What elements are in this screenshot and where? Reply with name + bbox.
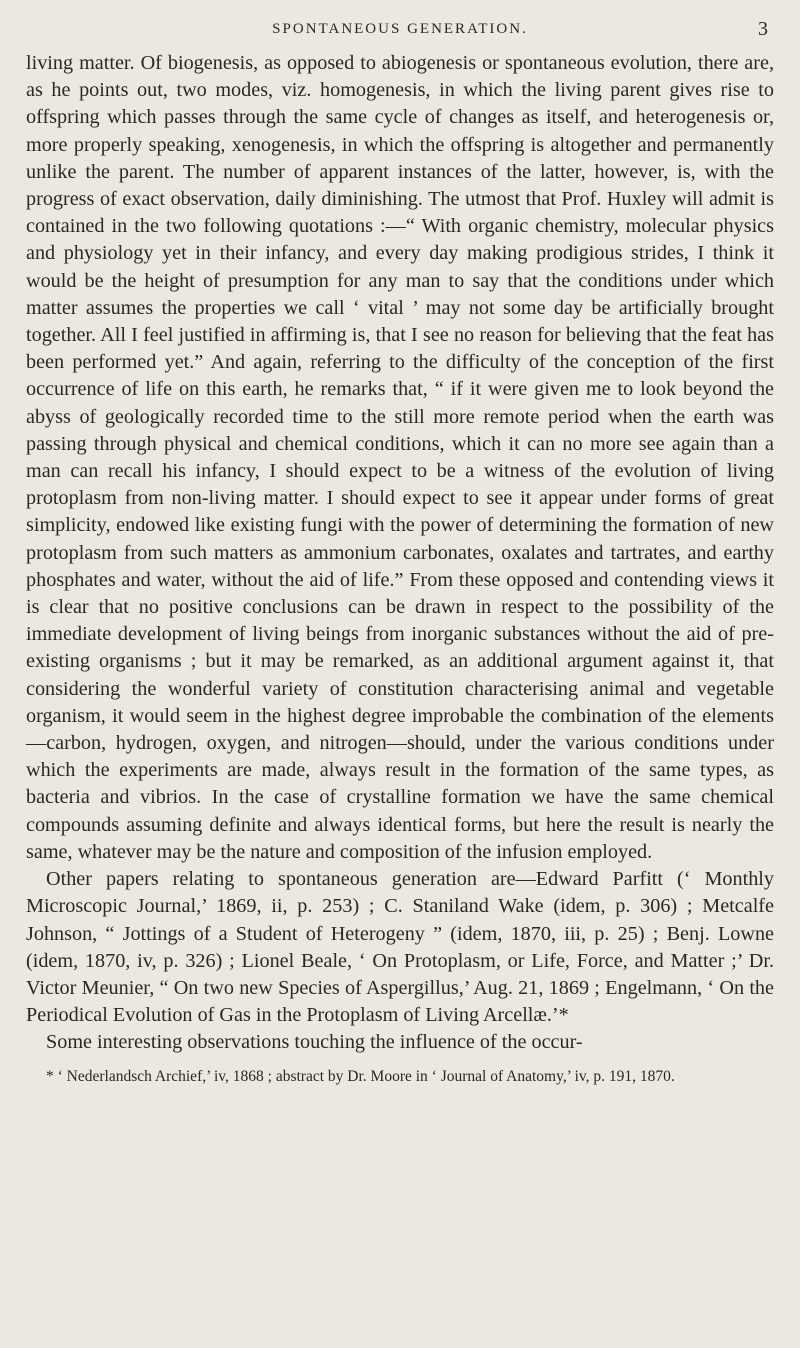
- body-text: [26, 50, 774, 1057]
- paragraph-continuation: living matter. Of biogenesis, as opposed to abiogenesis or spontaneous evolution, there are, as he points out, two modes, viz. homogenesis, in which the living parent gives rise to offspring which passes through the same cycle of changes as itself, and heterogenesis or, more properly speaking, xenogenesis, in which the offspring is altogether and permanently unlike the parent. The number of apparent instances of the latter, however, is, with the progress of exact observation, daily diminishing. The utmost that Prof. Huxley will admit is contained in the two following quotations :—“ With organic chemistry, molecular physics and physiology yet in their infancy, and every day making prodigious strides, I think it would be the height of presumption for any man to say that the conditions under which matter assumes the properties we call ‘ vital ’ may not some day be artificially brought together. All I feel justified in affirming is, that I see no reason for believing that the feat has been performed yet.” And again, referring to the difficulty of the conception of the first occurrence of life on this earth, he remarks that, “ if it were given me to look beyond the abyss of geologically recorded time to the still more remote period when the earth was passing through physical and chemical conditions, which it can no more see again than a man can recall his infancy, I should expect to be a witness of the evolution of living protoplasm from non-living matter. I should expect to see it appear under forms of great simplicity, endowed like existing fungi with the power of determining the formation of new protoplasm from such matters as ammonium carbonates, oxalates and tartrates, and earthy phosphates and water, without the aid of life.” From these opposed and contending views it is clear that no positive conclusions can be drawn in respect to the possibility of the immediate development of living beings from inorganic substances without the aid of pre-existing organisms ; but it may be remarked, as an additional argument against it, that considering the wonderful variety of constitution characterising animal and vegetable organism, it would seem in the highest degree improbable the combination of the elements—carbon, hydrogen, oxygen, and nitrogen—should, under the various conditions under which the experiments are made, always result in the formation of the same types, as bacteria and vibrios. In the case of crystalline formation we have the same chemical compounds assuming definite and always identical forms, but here the result is nearly the same, whatever may be the nature and composition of the infusion employed.: [26, 52, 774, 863]
- paragraph-other-papers: Other papers relating to spontaneous generation are—Edward Parfitt (‘ Monthly Microscopic Journal,’ 1869, ii, p. 253) ; C. Staniland Wake (idem, p. 306) ; Metcalfe Johnson, “ Jottings of a Student of Heterogeny ” (idem, 1870, iii, p. 25) ; Benj. Lowne (idem, 1870, iv, p. 326) ; Lionel Beale, ‘ On Protoplasm, or Life, Force, and Matter ;’ Dr. Victor Meunier, “ On two new Species of Aspergillus,’ Aug. 21, 1869 ; Engelmann, ‘ On the Periodical Evolution of Gas in the Protoplasm of Living Arcellæ.’*: [26, 868, 774, 1027]
- running-head: [26, 14, 774, 44]
- footnote-text: * ‘ Nederlandsch Archief,’ iv, 1868 ; abstract by Dr. Moore in ‘ Journal of Anatomy,’ iv, p. 191, 1870.: [46, 1067, 675, 1085]
- footnote: [26, 1067, 774, 1087]
- paragraph-observations: Some interesting observations touching the influence of the occur-: [46, 1031, 583, 1054]
- running-title: SPONTANEOUS GENERATION.: [272, 21, 528, 37]
- page-number: 3: [758, 18, 768, 40]
